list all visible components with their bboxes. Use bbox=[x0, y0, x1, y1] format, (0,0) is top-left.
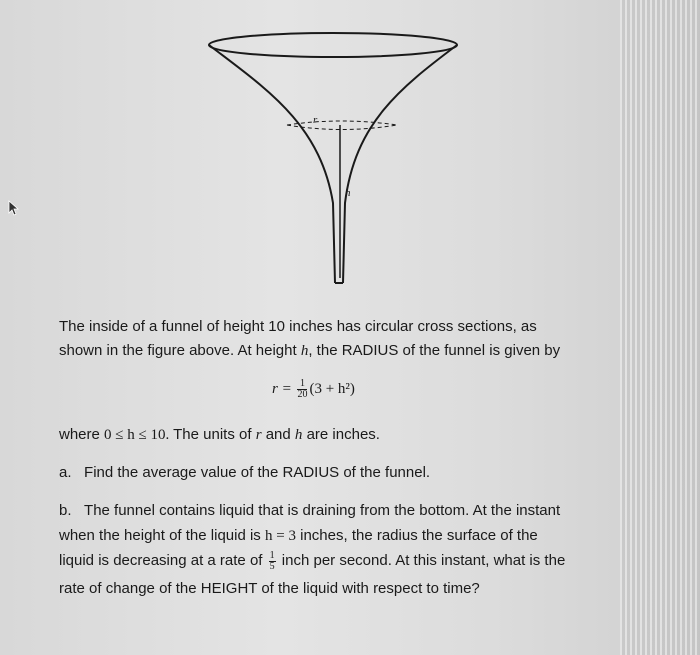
rate-fraction: $\frac{1}{5}$ bbox=[269, 549, 275, 572]
intro-line-2: shown in the figure above. At height h, the RADIUS of the funnel is given by bbox=[59, 342, 561, 359]
mouse-cursor-icon bbox=[8, 200, 20, 216]
part-b-line-2: when the height of the liquid is h = 3 inches, the radius the surface of the bbox=[59, 527, 538, 544]
funnel-figure bbox=[205, 28, 470, 293]
part-b-line-3: liquid is decreasing at a rate of $\frac{1}{5}$ inch per second. At this instant, what is the bbox=[59, 549, 566, 572]
radius-formula: r = $\frac{1}{20}$ (3 + h²) bbox=[272, 377, 355, 400]
funnel-top-rim bbox=[209, 33, 457, 57]
part-b-line-1: b. The funnel contains liquid that is draining from the bottom. At the instant bbox=[59, 502, 561, 519]
cross-section-dashed bbox=[287, 121, 397, 125]
part-b-line-4: rate of change of the HEIGHT of the liquid with respect to time? bbox=[59, 580, 480, 597]
height-label: h bbox=[345, 187, 351, 199]
where-line: where 0 ≤ h ≤ 10. The units of r and h are inches. bbox=[59, 426, 380, 443]
screen-moire-stripes bbox=[620, 0, 700, 655]
funnel-left-wall bbox=[209, 45, 335, 283]
funnel-right-wall bbox=[343, 45, 457, 283]
formula-fraction: $\frac{1}{20}$ bbox=[297, 377, 308, 400]
part-a: a. Find the average value of the RADIUS of the funnel. bbox=[59, 464, 431, 481]
radius-label: r bbox=[313, 114, 318, 126]
intro-line-1: The inside of a funnel of height 10 inches has circular cross sections, as bbox=[59, 318, 537, 335]
